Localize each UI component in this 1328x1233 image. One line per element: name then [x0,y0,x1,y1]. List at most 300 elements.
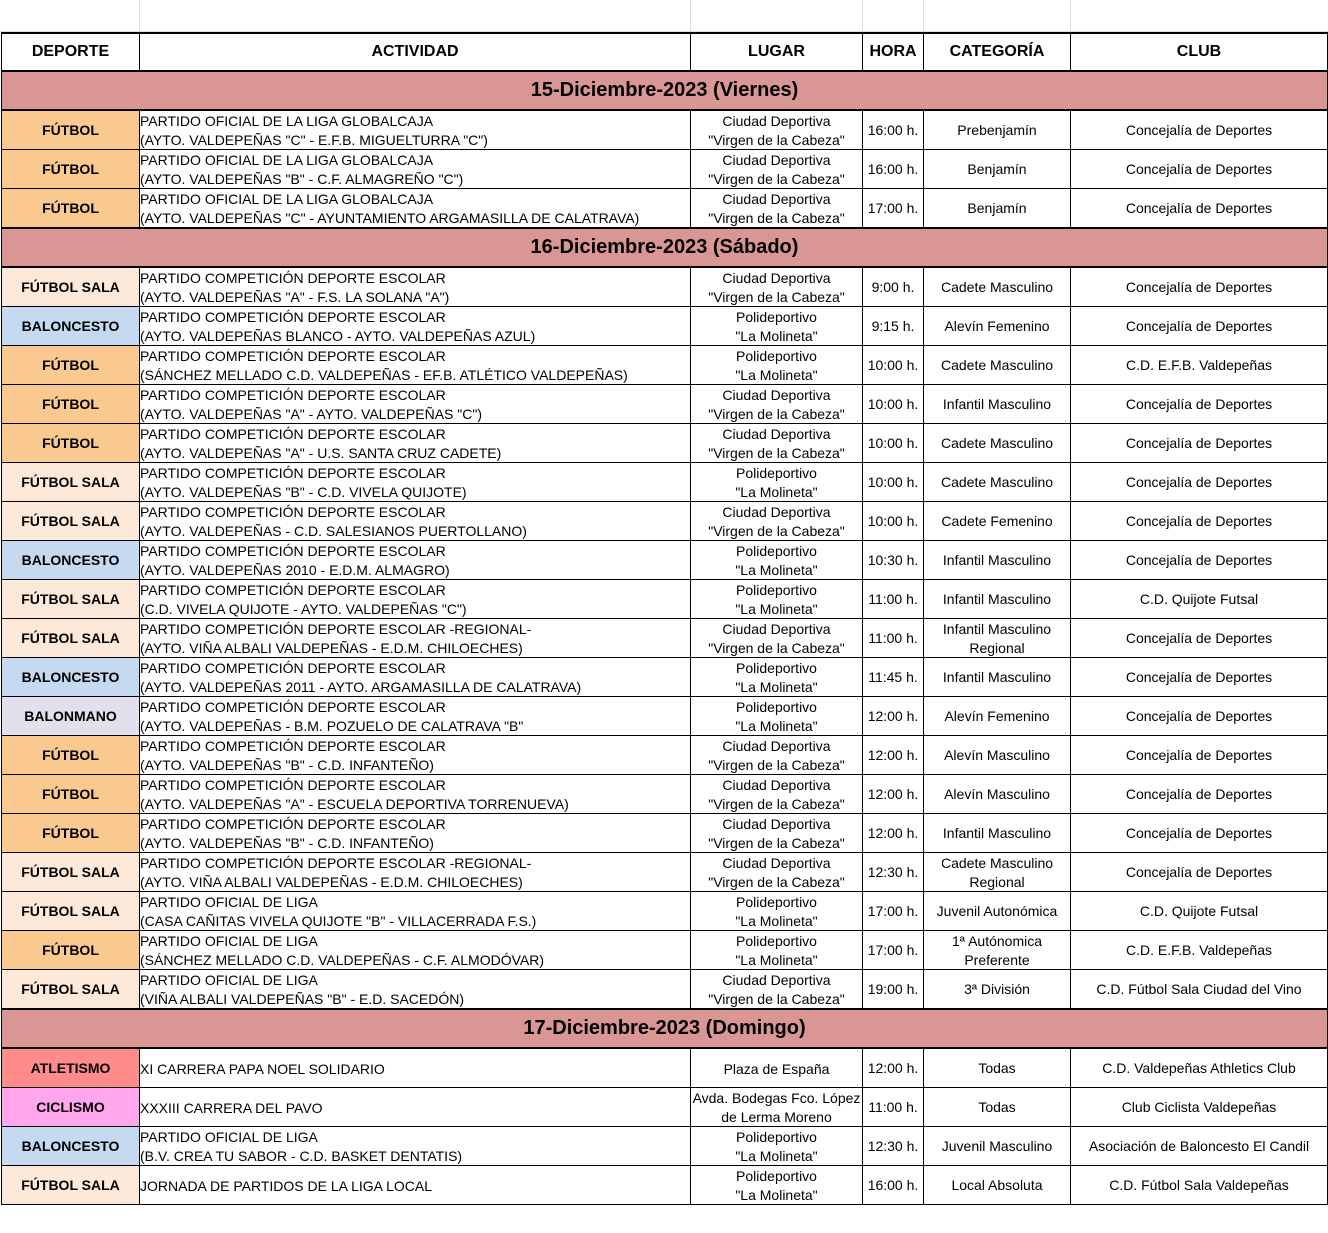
activity-line-1: PARTIDO COMPETICIÓN DEPORTE ESCOLAR [140,426,446,442]
venue-cell [691,775,863,814]
category-cell [924,619,1071,658]
category-cell [924,150,1071,189]
venue-line-2: "La Molineta" [735,601,818,617]
activity-line-2: (CASA CAÑITAS VIVELA QUIJOTE "B" - VILLACERRADA F.S.) [140,913,537,929]
venue-line-1: Ciudad Deportiva [722,426,831,442]
activity-line-1: PARTIDO COMPETICIÓN DEPORTE ESCOLAR [140,777,446,793]
activity-cell [140,502,691,541]
club-cell: Concejalía de Deportes [1071,658,1328,697]
sport-cell: FÚTBOL SALA [2,970,140,1010]
venue-line-2: "La Molineta" [735,679,818,695]
venue-cell [691,502,863,541]
sport-cell: FÚTBOL SALA [2,267,140,307]
time-cell: 10:00 h. [863,502,924,541]
activity-line-1: XXXIII CARRERA DEL PAVO [140,1099,323,1116]
category-line-1: Alevín Femenino [944,318,1050,334]
event-row [2,346,1328,385]
time-cell: 11:00 h. [863,580,924,619]
time-cell: 10:00 h. [863,424,924,463]
sport-cell: BALONMANO [2,697,140,736]
activity-line-1: JORNADA DE PARTIDOS DE LA LIGA LOCAL [140,1177,433,1194]
activity-line-2: (AYTO. VALDEPEÑAS BLANCO - AYTO. VALDEPEÑAS AZUL) [140,328,536,344]
venue-line-1: Polideportivo [736,699,817,715]
event-row [2,658,1328,697]
activity-cell [140,697,691,736]
venue-line-2: de Lerma Moreno [721,1109,832,1125]
event-row [2,1048,1328,1088]
category-cell [924,1088,1071,1127]
activity-cell [140,1088,691,1127]
category-line-1: Todas [978,1099,1016,1115]
activity-cell [140,189,691,229]
category-line-1: Infantil Masculino [942,621,1052,637]
activity-cell [140,1166,691,1205]
category-line-1: Benjamín [967,161,1027,177]
event-row [2,189,1328,229]
category-line-1: Cadete Femenino [941,513,1053,529]
event-row [2,775,1328,814]
venue-cell [691,697,863,736]
activity-cell [140,267,691,307]
category-cell [924,736,1071,775]
venue-cell [691,150,863,189]
activity-line-2: (VIÑA ALBALI VALDEPEÑAS "B" - E.D. SACEDÓN) [140,991,465,1007]
category-line-2: Regional [969,874,1025,890]
activity-line-2: (SÁNCHEZ MELLADO C.D. VALDEPEÑAS - EF.B. ATLÉTICO VALDEPEÑAS) [140,367,628,383]
venue-line-1: Polideportivo [736,543,817,559]
club-cell: Asociación de Baloncesto El Candil [1071,1127,1328,1166]
activity-line-2: (AYTO. VALDEPEÑAS "A" - AYTO. VALDEPEÑAS "C") [140,406,482,422]
category-cell [924,1166,1071,1205]
venue-line-1: Ciudad Deportiva [722,855,831,871]
activity-line-2: (AYTO. VALDEPEÑAS "C" - E.F.B. MIGUELTURRA "C") [140,132,488,148]
activity-cell [140,931,691,970]
time-cell: 9:15 h. [863,307,924,346]
category-cell [924,697,1071,736]
activity-cell [140,892,691,931]
venue-line-1: Ciudad Deportiva [722,777,831,793]
activity-line-2: (AYTO. VALDEPEÑAS "C" - AYUNTAMIENTO ARGAMASILLA DE CALATRAVA) [140,210,640,226]
activity-cell [140,541,691,580]
category-line-1: Juvenil Masculino [941,1138,1053,1154]
category-cell [924,892,1071,931]
venue-cell [691,931,863,970]
venue-cell [691,892,863,931]
category-line-1: Infantil Masculino [942,552,1052,568]
category-cell [924,1127,1071,1166]
activity-cell [140,150,691,189]
category-cell [924,541,1071,580]
venue-line-2: "La Molineta" [735,484,818,500]
category-cell [924,424,1071,463]
sport-cell: FÚTBOL SALA [2,502,140,541]
category-line-1: Infantil Masculino [942,591,1052,607]
activity-line-1: PARTIDO COMPETICIÓN DEPORTE ESCOLAR -REGIONAL- [140,621,532,637]
activity-line-2: (AYTO. VALDEPEÑAS 2011 - AYTO. ARGAMASILLA DE CALATRAVA) [140,679,582,695]
club-cell: Concejalía de Deportes [1071,697,1328,736]
category-line-1: Todas [978,1060,1016,1076]
club-cell: C.D. Fútbol Sala Valdepeñas [1071,1166,1328,1205]
time-cell: 10:00 h. [863,385,924,424]
venue-cell [691,267,863,307]
category-line-2: Preferente [964,952,1030,968]
header-row [2,33,1328,71]
time-cell: 11:00 h. [863,619,924,658]
sport-cell: FÚTBOL [2,775,140,814]
event-row [2,424,1328,463]
sport-cell: FÚTBOL [2,736,140,775]
time-cell: 12:00 h. [863,775,924,814]
activity-line-1: PARTIDO COMPETICIÓN DEPORTE ESCOLAR [140,699,446,715]
category-line-1: Prebenjamín [957,122,1037,138]
sport-cell: FÚTBOL [2,110,140,150]
event-row [2,541,1328,580]
venue-cell [691,1127,863,1166]
venue-line-1: Ciudad Deportiva [722,113,831,129]
category-cell [924,463,1071,502]
category-line-1: Cadete Masculino [940,474,1054,490]
venue-line-2: "La Molineta" [735,952,818,968]
sport-cell: FÚTBOL SALA [2,1166,140,1205]
activity-cell [140,424,691,463]
venue-cell [691,736,863,775]
venue-line-1: Ciudad Deportiva [722,504,831,520]
event-row [2,619,1328,658]
activity-line-1: PARTIDO COMPETICIÓN DEPORTE ESCOLAR [140,738,446,754]
agenda-body [2,71,1328,1205]
header-hora: HORA [863,33,924,71]
activity-cell [140,775,691,814]
club-cell: Concejalía de Deportes [1071,814,1328,853]
club-cell: C.D. E.F.B. Valdepeñas [1071,346,1328,385]
category-line-2: Regional [969,640,1025,656]
category-cell [924,307,1071,346]
venue-line-2: "La Molineta" [735,913,818,929]
club-cell: C.D. E.F.B. Valdepeñas [1071,931,1328,970]
venue-line-2: "Virgen de la Cabeza" [708,132,845,148]
venue-line-1: Polideportivo [736,894,817,910]
activity-line-2: (SÁNCHEZ MELLADO C.D. VALDEPEÑAS - C.F. ALMODÓVAR) [140,952,545,968]
venue-cell [691,814,863,853]
time-cell: 10:30 h. [863,541,924,580]
venue-line-1: Avda. Bodegas Fco. López [692,1090,861,1106]
activity-cell [140,814,691,853]
venue-cell [691,853,863,892]
activity-line-1: PARTIDO COMPETICIÓN DEPORTE ESCOLAR [140,387,446,403]
header-deporte: DEPORTE [2,33,140,71]
activity-cell [140,385,691,424]
activity-line-1: PARTIDO COMPETICIÓN DEPORTE ESCOLAR -REGIONAL- [140,855,532,871]
venue-line-2: "Virgen de la Cabeza" [708,289,845,305]
activity-line-1: PARTIDO COMPETICIÓN DEPORTE ESCOLAR [140,504,446,520]
venue-line-2: "Virgen de la Cabeza" [708,640,845,656]
sport-cell: ATLETISMO [2,1048,140,1088]
sport-cell: FÚTBOL SALA [2,580,140,619]
activity-line-1: PARTIDO OFICIAL DE LA LIGA GLOBALCAJA [140,191,434,207]
time-cell: 12:00 h. [863,736,924,775]
category-line-1: Alevín Masculino [944,786,1050,802]
day-header-row [2,71,1328,110]
venue-line-1: Ciudad Deportiva [722,972,831,988]
venue-line-1: Ciudad Deportiva [722,270,831,286]
venue-line-1: Ciudad Deportiva [722,621,831,637]
venue-cell [691,658,863,697]
event-row [2,970,1328,1010]
activity-line-2: (AYTO. VALDEPEÑAS "A" - ESCUELA DEPORTIVA TORRENUEVA) [140,796,569,812]
venue-line-1: Polideportivo [736,933,817,949]
activity-cell [140,853,691,892]
club-cell: C.D. Quijote Futsal [1071,580,1328,619]
venue-line-1: Polideportivo [736,660,817,676]
activity-line-2: (AYTO. VALDEPEÑAS 2010 - E.D.M. ALMAGRO) [140,562,450,578]
venue-cell [691,463,863,502]
activity-line-1: PARTIDO COMPETICIÓN DEPORTE ESCOLAR [140,816,446,832]
sport-cell: FÚTBOL SALA [2,463,140,502]
header-lugar: LUGAR [691,33,863,71]
category-line-1: 1ª Autónomica [951,933,1042,949]
activity-cell [140,110,691,150]
day-header-row [2,1009,1328,1048]
venue-cell [691,110,863,150]
sport-cell: BALONCESTO [2,541,140,580]
club-cell: Concejalía de Deportes [1071,541,1328,580]
category-line-1: 3ª División [964,981,1030,997]
club-cell: Concejalía de Deportes [1071,463,1328,502]
activity-cell [140,1127,691,1166]
club-cell: Concejalía de Deportes [1071,619,1328,658]
activity-cell [140,1048,691,1088]
club-cell: Concejalía de Deportes [1071,853,1328,892]
time-cell: 17:00 h. [863,189,924,229]
club-cell: Concejalía de Deportes [1071,775,1328,814]
venue-line-2: "Virgen de la Cabeza" [708,445,845,461]
event-row [2,1088,1328,1127]
activity-line-2: (B.V. CREA TU SABOR - C.D. BASKET DENTATIS) [140,1148,463,1164]
sport-cell: BALONCESTO [2,1127,140,1166]
venue-cell [691,1048,863,1088]
venue-cell [691,1166,863,1205]
activity-line-1: PARTIDO COMPETICIÓN DEPORTE ESCOLAR [140,660,446,676]
activity-line-2: (AYTO. VIÑA ALBALI VALDEPEÑAS - E.D.M. CHILOECHES) [140,640,523,656]
category-line-1: Infantil Masculino [942,669,1052,685]
category-line-1: Cadete Masculino [940,435,1054,451]
time-cell: 12:00 h. [863,697,924,736]
venue-cell [691,307,863,346]
venue-line-1: Plaza de España [723,1060,830,1077]
time-cell: 11:45 h. [863,658,924,697]
category-cell [924,1048,1071,1088]
activity-line-1: XI CARRERA PAPA NOEL SOLIDARIO [140,1060,385,1077]
header-categoria: CATEGORÍA [924,33,1071,71]
venue-cell [691,580,863,619]
activity-line-2: (AYTO. VALDEPEÑAS - C.D. SALESIANOS PUERTOLLANO) [140,523,527,539]
category-cell [924,110,1071,150]
venue-line-1: Polideportivo [736,348,817,364]
time-cell: 12:00 h. [863,1048,924,1088]
category-cell [924,970,1071,1010]
category-cell [924,931,1071,970]
category-line-1: Infantil Masculino [942,825,1052,841]
venue-line-1: Polideportivo [736,582,817,598]
activity-cell [140,307,691,346]
day-title: 17-Diciembre-2023 (Domingo) [2,1009,1328,1048]
activity-cell [140,580,691,619]
club-cell: C.D. Valdepeñas Athletics Club [1071,1048,1328,1088]
time-cell: 11:00 h. [863,1088,924,1127]
venue-line-1: Polideportivo [736,1168,817,1184]
venue-line-1: Ciudad Deportiva [722,738,831,754]
club-cell: Concejalía de Deportes [1071,385,1328,424]
event-row [2,853,1328,892]
category-line-1: Infantil Masculino [942,396,1052,412]
venue-line-2: "Virgen de la Cabeza" [708,523,845,539]
venue-line-2: "La Molineta" [735,1187,818,1203]
venue-line-2: "Virgen de la Cabeza" [708,757,845,773]
sport-cell: BALONCESTO [2,307,140,346]
category-line-1: Cadete Masculino [940,357,1054,373]
venue-line-1: Ciudad Deportiva [722,152,831,168]
category-line-1: Cadete Masculino [940,855,1054,871]
activity-cell [140,346,691,385]
category-cell [924,580,1071,619]
venue-line-2: "La Molineta" [735,328,818,344]
event-row [2,580,1328,619]
agenda-table [1,32,1328,1205]
activity-cell [140,736,691,775]
activity-line-1: PARTIDO COMPETICIÓN DEPORTE ESCOLAR [140,270,446,286]
venue-line-1: Polideportivo [736,1129,817,1145]
day-header-row [2,228,1328,267]
category-cell [924,853,1071,892]
category-line-1: Cadete Masculino [940,279,1054,295]
club-cell: Concejalía de Deportes [1071,736,1328,775]
day-title: 16-Diciembre-2023 (Sábado) [2,228,1328,267]
category-cell [924,189,1071,229]
venue-line-2: "La Molineta" [735,367,818,383]
activity-cell [140,619,691,658]
club-cell: Club Ciclista Valdepeñas [1071,1088,1328,1127]
activity-line-1: PARTIDO OFICIAL DE LIGA [140,894,318,910]
venue-line-1: Ciudad Deportiva [722,816,831,832]
activity-line-1: PARTIDO OFICIAL DE LA LIGA GLOBALCAJA [140,152,434,168]
venue-cell [691,346,863,385]
club-cell: C.D. Fútbol Sala Ciudad del Vino [1071,970,1328,1010]
time-cell: 12:30 h. [863,853,924,892]
time-cell: 12:30 h. [863,1127,924,1166]
sport-cell: FÚTBOL [2,150,140,189]
activity-line-1: PARTIDO COMPETICIÓN DEPORTE ESCOLAR [140,543,446,559]
time-cell: 9:00 h. [863,267,924,307]
sport-cell: FÚTBOL [2,385,140,424]
activity-line-2: (AYTO. VALDEPEÑAS - B.M. POZUELO DE CALATRAVA "B" [140,718,524,734]
sport-cell: FÚTBOL [2,189,140,229]
activity-cell [140,658,691,697]
event-row [2,502,1328,541]
venue-line-1: Polideportivo [736,465,817,481]
category-line-1: Benjamín [967,200,1027,216]
empty-top-row [0,0,1328,32]
event-row [2,110,1328,150]
activity-line-1: PARTIDO OFICIAL DE LIGA [140,972,318,988]
activity-line-2: (AYTO. VALDEPEÑAS "B" - C.D. VIVELA QUIJOTE) [140,484,467,500]
activity-line-2: (AYTO. VALDEPEÑAS "B" - C.D. INFANTEÑO) [140,757,434,773]
day-title: 15-Diciembre-2023 (Viernes) [2,71,1328,110]
category-line-1: Juvenil Autonómica [936,903,1058,919]
venue-cell [691,385,863,424]
club-cell: C.D. Quijote Futsal [1071,892,1328,931]
category-line-1: Local Absoluta [951,1177,1043,1193]
sport-cell: CICLISMO [2,1088,140,1127]
activity-cell [140,970,691,1010]
venue-line-2: "Virgen de la Cabeza" [708,171,845,187]
category-line-1: Alevín Femenino [944,708,1050,724]
sport-cell: FÚTBOL SALA [2,619,140,658]
category-line-1: Alevín Masculino [944,747,1050,763]
venue-cell [691,189,863,229]
time-cell: 17:00 h. [863,892,924,931]
header-actividad: ACTIVIDAD [140,33,691,71]
activity-line-1: PARTIDO OFICIAL DE LIGA [140,1129,318,1145]
sport-cell: FÚTBOL [2,814,140,853]
activity-line-2: (AYTO. VALDEPEÑAS "B" - C.F. ALMAGREÑO "C") [140,171,464,187]
event-row [2,1127,1328,1166]
venue-line-2: "La Molineta" [735,562,818,578]
time-cell: 19:00 h. [863,970,924,1010]
event-row [2,931,1328,970]
activity-line-2: (AYTO. VALDEPEÑAS "A" - F.S. LA SOLANA "A") [140,289,450,305]
category-cell [924,267,1071,307]
activity-line-2: (AYTO. VALDEPEÑAS "B" - C.D. INFANTEÑO) [140,835,434,851]
time-cell: 16:00 h. [863,110,924,150]
venue-line-2: "Virgen de la Cabeza" [708,210,845,226]
event-row [2,385,1328,424]
venue-line-2: "Virgen de la Cabeza" [708,874,845,890]
activity-line-1: PARTIDO OFICIAL DE LIGA [140,933,318,949]
event-row [2,814,1328,853]
event-row [2,150,1328,189]
activity-line-1: PARTIDO COMPETICIÓN DEPORTE ESCOLAR [140,309,446,325]
venue-line-2: "La Molineta" [735,718,818,734]
venue-cell [691,541,863,580]
venue-cell [691,970,863,1010]
sport-cell: FÚTBOL [2,346,140,385]
activity-cell [140,463,691,502]
category-cell [924,385,1071,424]
venue-line-2: "Virgen de la Cabeza" [708,835,845,851]
category-cell [924,775,1071,814]
venue-cell [691,619,863,658]
sport-cell: FÚTBOL SALA [2,892,140,931]
time-cell: 12:00 h. [863,814,924,853]
header-club: CLUB [1071,33,1328,71]
event-row [2,1166,1328,1205]
sport-cell: FÚTBOL SALA [2,853,140,892]
activity-line-1: PARTIDO COMPETICIÓN DEPORTE ESCOLAR [140,582,446,598]
event-row [2,736,1328,775]
club-cell: Concejalía de Deportes [1071,267,1328,307]
venue-line-1: Polideportivo [736,309,817,325]
venue-line-2: "Virgen de la Cabeza" [708,991,845,1007]
venue-cell [691,1088,863,1127]
venue-cell [691,424,863,463]
club-cell: Concejalía de Deportes [1071,189,1328,229]
activity-line-2: (C.D. VIVELA QUIJOTE - AYTO. VALDEPEÑAS "C") [140,601,467,617]
time-cell: 16:00 h. [863,1166,924,1205]
category-cell [924,814,1071,853]
category-cell [924,346,1071,385]
event-row [2,463,1328,502]
sport-cell: FÚTBOL [2,931,140,970]
